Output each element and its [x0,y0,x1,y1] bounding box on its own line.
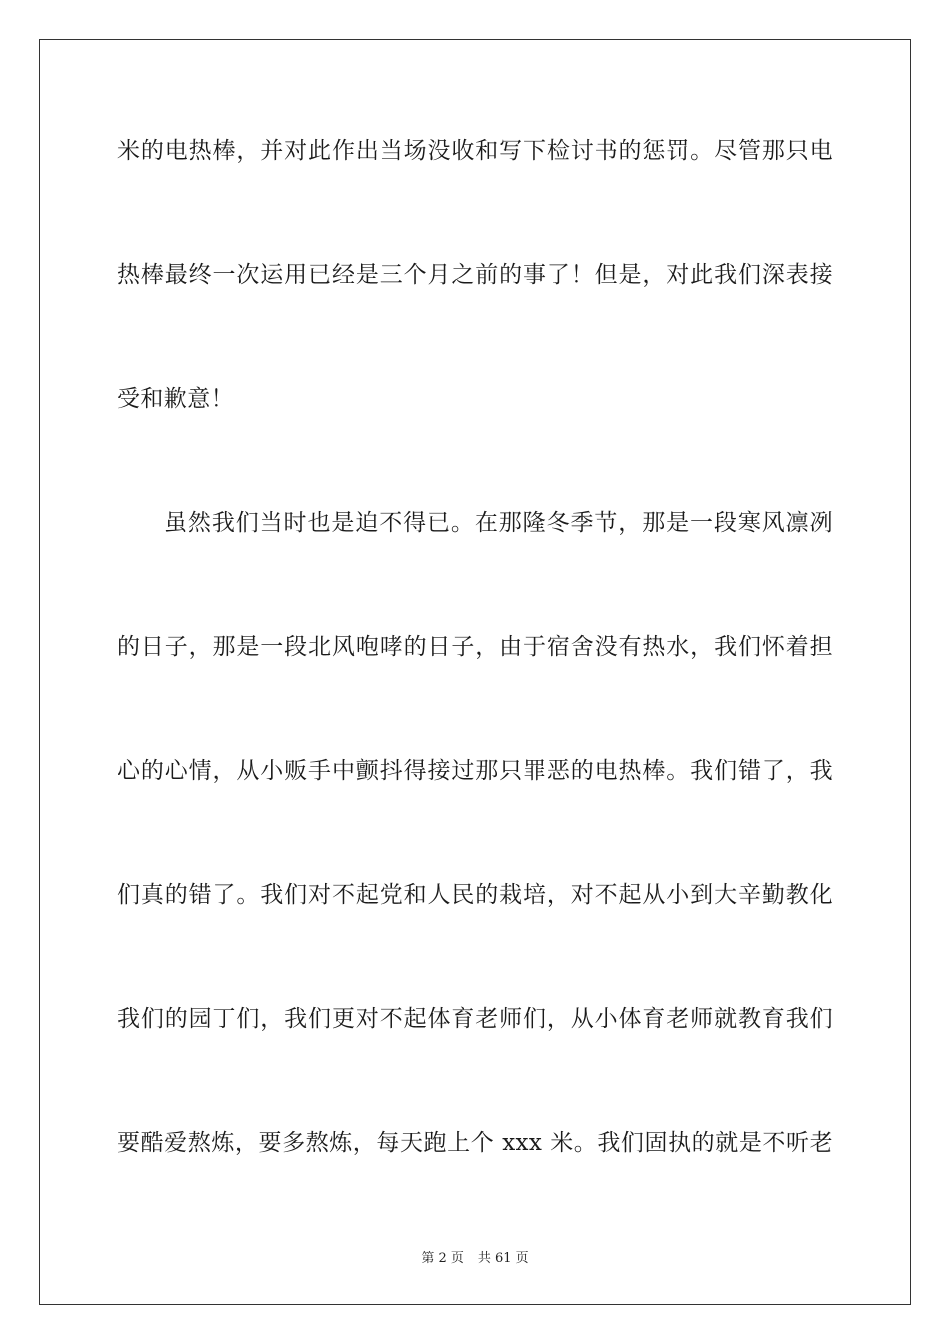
text-line: 要酷爱熬炼，要多熬炼，每天跑上个 xxx 米。我们固执的就是不听老 [117,1130,833,1156]
text-line: 的日子，那是一段北风咆哮的日子，由于宿舍没有热水，我们怀着担 [117,634,833,660]
page-number: 第 2 页 [421,1251,464,1266]
text-line: 我们的园丁们，我们更对不起体育老师们，从小体育老师就教育我们 [117,1006,833,1032]
text-line: 米的电热棒，并对此作出当场没收和写下检讨书的惩罚。尽管那只电 [117,138,833,164]
text-line: 们真的错了。我们对不起党和人民的栽培，对不起从小到大辛勤教化 [117,882,833,908]
page-total: 共 61 页 [477,1251,529,1266]
text-line: 受和歉意！ [117,386,234,412]
paragraph-first-line: 虽然我们当时也是迫不得已。在那隆冬季节，那是一段寒风凛冽 [164,510,833,536]
text-line: 热棒最终一次运用已经是三个月之前的事了！但是，对此我们深表接 [117,262,833,288]
document-body [117,120,833,1236]
page-footer [0,1247,950,1266]
text-line: 心的心情，从小贩手中颤抖得接过那只罪恶的电热棒。我们错了，我 [117,758,833,784]
